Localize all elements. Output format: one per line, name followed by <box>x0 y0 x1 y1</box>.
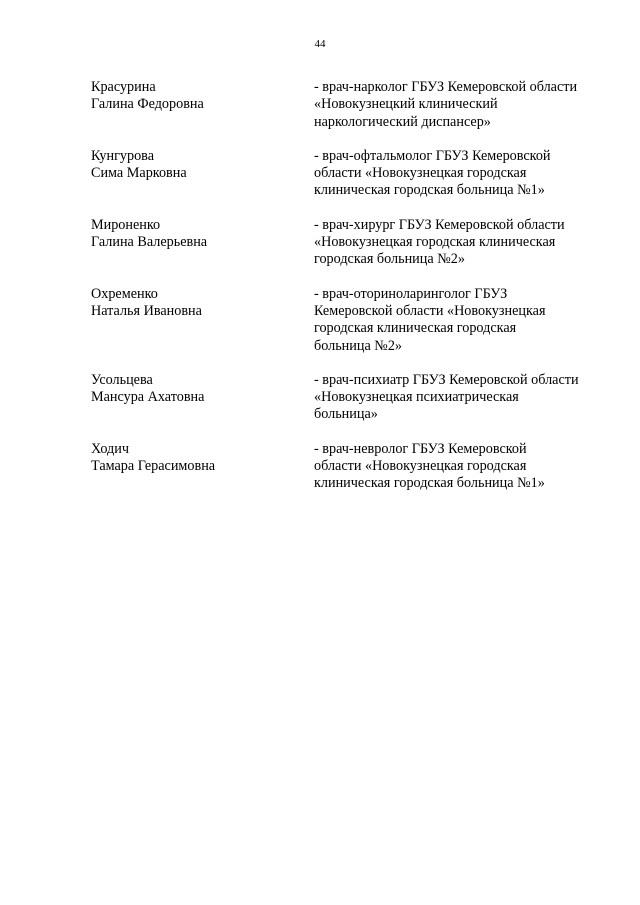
entry <box>91 79 611 131</box>
entry <box>91 441 611 493</box>
entry-position <box>314 148 606 200</box>
surname: Усольцева <box>91 371 153 388</box>
position-line: - врач-офтальмолог ГБУЗ Кемеровской <box>314 147 551 164</box>
entry-position <box>314 441 606 493</box>
given-name-patronymic: Мансура Ахатовна <box>91 389 205 406</box>
entry <box>91 217 611 269</box>
position-line: области «Новокузнецкая городская <box>314 458 527 475</box>
position-line: клиническая городская больница №1» <box>314 182 545 199</box>
entry-person-name <box>91 79 314 131</box>
position-line: Кемеровской области «Новокузнецкая <box>314 302 546 319</box>
page-number: 44 <box>314 38 326 50</box>
entry <box>91 372 611 424</box>
entry-position <box>314 286 606 355</box>
given-name-patronymic: Галина Валерьевна <box>91 234 208 251</box>
entry <box>91 286 611 355</box>
given-name-patronymic: Тамара Герасимовна <box>91 458 216 475</box>
position-line: городская клиническая городская <box>314 320 517 337</box>
entry-person-name <box>91 217 314 269</box>
entry-list <box>91 79 611 510</box>
surname: Кунгурова <box>91 147 154 164</box>
entry-person-name <box>91 148 314 200</box>
position-line: «Новокузнецкая психиатрическая <box>314 389 519 406</box>
given-name-patronymic: Наталья Ивановна <box>91 302 202 319</box>
entry-person-name <box>91 372 314 424</box>
surname: Охременко <box>91 285 158 302</box>
surname: Ходич <box>91 440 129 457</box>
position-line: городская больница №2» <box>314 251 465 268</box>
position-line: - врач-невролог ГБУЗ Кемеровской <box>314 440 527 457</box>
entry-person-name <box>91 286 314 355</box>
position-line: - врач-психиатр ГБУЗ Кемеровской области <box>314 371 579 388</box>
position-line: - врач-нарколог ГБУЗ Кемеровской области <box>314 79 578 95</box>
position-line: больница» <box>314 406 378 423</box>
entry <box>91 148 611 200</box>
position-line: - врач-хирург ГБУЗ Кемеровской области <box>314 216 565 233</box>
position-line: клиническая городская больница №1» <box>314 475 545 492</box>
position-line: больница №2» <box>314 337 403 354</box>
position-line: «Новокузнецкая городская клиническая <box>314 234 556 251</box>
entry-person-name <box>91 441 314 493</box>
entry-position <box>314 217 606 269</box>
position-line: «Новокузнецкий клинический <box>314 96 498 113</box>
position-line: наркологический диспансер» <box>314 113 491 130</box>
surname: Мироненко <box>91 216 161 233</box>
surname: Красурина <box>91 79 156 95</box>
entry-position <box>314 372 606 424</box>
position-line: области «Новокузнецкая городская <box>314 165 527 182</box>
given-name-patronymic: Сима Марковна <box>91 165 187 182</box>
given-name-patronymic: Галина Федоровна <box>91 96 204 113</box>
entry-position <box>314 79 606 131</box>
position-line: - врач-оториноларинголог ГБУЗ <box>314 285 508 302</box>
